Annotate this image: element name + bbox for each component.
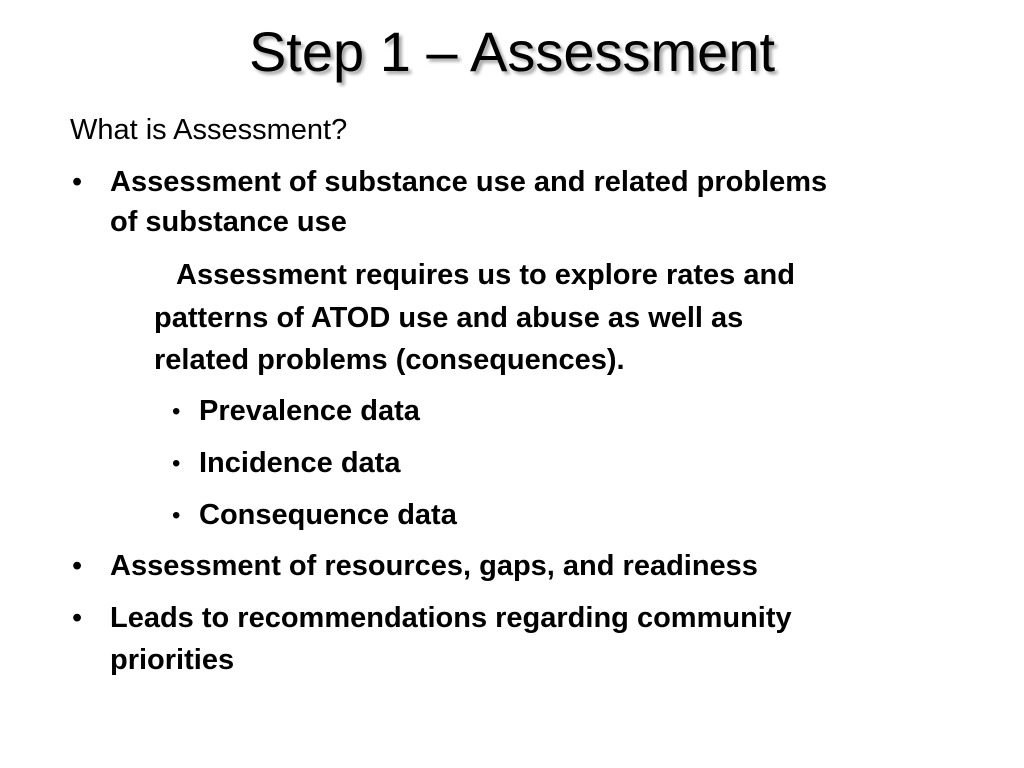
sub-bullet-consequence: Consequence data [199,499,457,531]
slide-title: Step 1 – Assessment [248,20,776,83]
bullet-3-line-2: priorities [110,644,235,676]
bullet-marker: • [72,602,83,634]
sub-bullet-incidence: Incidence data [199,447,401,479]
sub-bullet-marker: • [172,502,181,529]
bullet-marker: • [72,550,83,582]
paragraph-line-2: patterns of ATOD use and abuse as well as [154,302,744,334]
bullet-marker: • [72,166,83,198]
bullet-3-line-1: Leads to recommendations regarding community [110,602,792,634]
sub-bullet-prevalence: Prevalence data [199,395,420,427]
bullet-2-line-1: Assessment of resources, gaps, and readiness [110,550,758,582]
bullet-1-line-2: of substance use [110,206,347,238]
sub-bullet-marker: • [172,450,181,477]
intro-question: What is Assessment? [70,114,348,146]
sub-bullet-marker: • [172,398,181,425]
paragraph-line-3: related problems (consequences). [154,344,625,376]
paragraph-line-1: Assessment requires us to explore rates and [176,259,795,291]
bullet-1-line-1: Assessment of substance use and related problems [110,166,828,198]
